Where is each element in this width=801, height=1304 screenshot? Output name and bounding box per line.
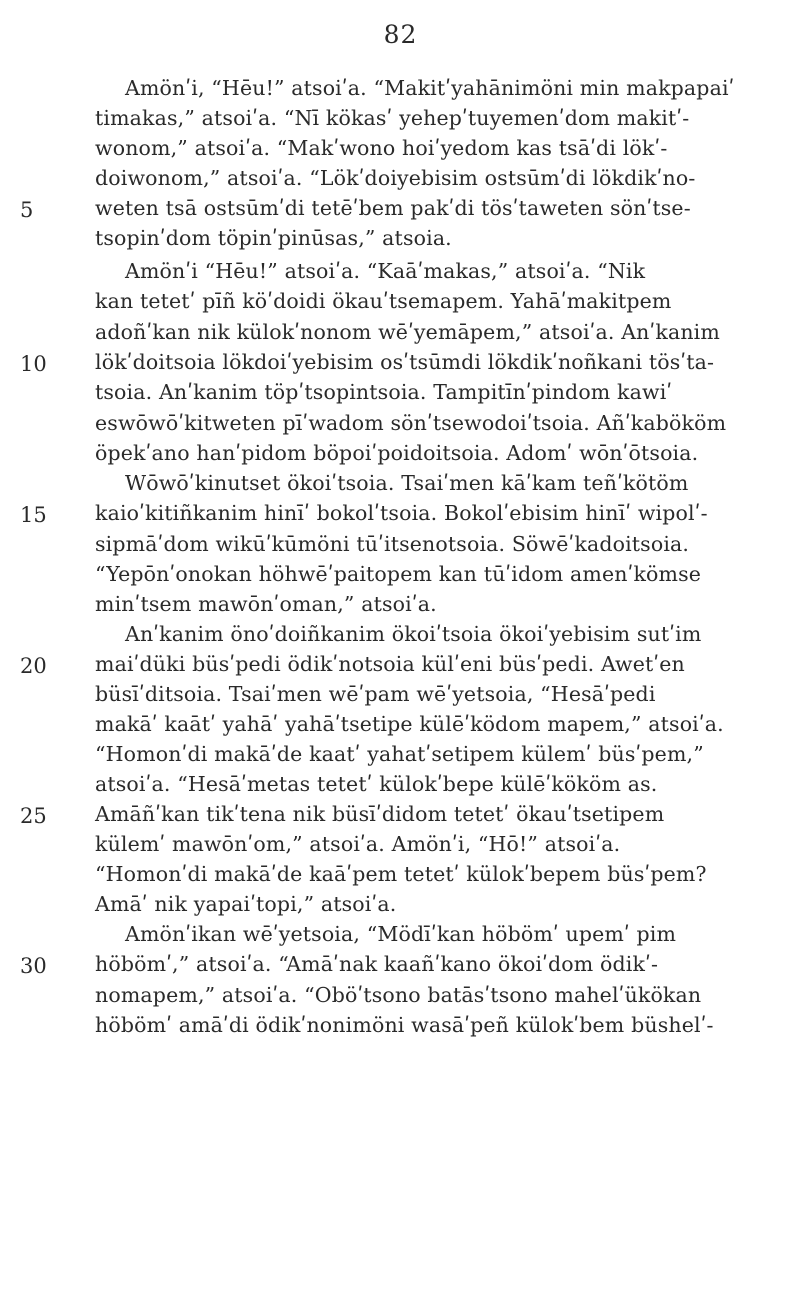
text-line: külemʹ mawōnʹom,” atsoiʹa. Amönʹi, “Hō!” atsoiʹa. [95, 832, 621, 856]
line-number: 30 [20, 954, 47, 979]
text-line: “Yepōnʹonokan höhwēʹpaitopem kan tūʹidom amenʹkömse [95, 561, 702, 586]
text-line: öpekʹano hanʹpidom böpoiʹpoidoitsoia. Adomʹ wōnʹōtsoia. [95, 440, 699, 465]
text-line: Amönʹikan wēʹyetsoia, “Mödīʹkan höbömʹ upemʹ pim [125, 922, 677, 946]
line-number: 20 [20, 654, 47, 678]
text-line: lökʹdoitsoia lökdoiʹyebisim osʹtsūmdi lökdikʹnoñkani tösʹta- [95, 349, 715, 374]
text-line: wonom,” atsoiʹa. “Makʹwono hoiʹyedom kas tsāʹdi lökʹ- [95, 136, 668, 160]
line-number: 25 [20, 804, 47, 828]
text-line: “Homonʹdi makāʹde kaāʹpem tetetʹ külokʹbepem büsʹpem? [95, 862, 707, 886]
line-number: 5 [20, 198, 34, 222]
text-line: Anʹkanim önoʹdoiñkanim ökoiʹtsoia ökoiʹyebisim sutʹim [125, 622, 702, 646]
text-line: höbömʹ,” atsoiʹa. “Amāʹnak kaañʹkano ökoiʹdom ödikʹ- [95, 952, 659, 977]
page-number: 82 [383, 20, 418, 49]
line-number: 10 [20, 351, 47, 376]
text-line: Amönʹi, “Hēu!” atsoiʹa. “Makitʹyahānimöni min makpapaiʹ [125, 76, 735, 100]
text-line: timakas,” atsoiʹa. “Nī kökasʹ yehepʹtuyemenʹdom makitʹ- [95, 106, 690, 130]
text-line: kaioʹkitiñkanim hinīʹ bokolʹtsoia. Bokolʹebisim hinīʹ wipolʹ- [95, 501, 708, 526]
text-line: atsoiʹa. “Hesāʹmetas tetetʹ külokʹbepe külēʹkököm as. [95, 772, 658, 796]
text-line: kan tetetʹ pīñ köʹdoidi ökauʹtsemapem. Yahāʹmakitpem [95, 289, 672, 314]
text-line: adoñʹkan nik külokʹnonom wēʹyemāpem,” atsoiʹa. Anʹkanim [95, 319, 720, 344]
text-line: maiʹdüki büsʹpedi ödikʹnotsoia külʹeni büsʹpedi. Awetʹen [95, 652, 685, 676]
text-line: makāʹ kaātʹ yahāʹ yahāʹtsetipe külēʹködom mapem,” atsoiʹa. [95, 712, 724, 736]
text-line: tsopinʹdom töpinʹpinūsas,” atsoia. [95, 226, 452, 250]
text-line: Amāñʹkan tikʹtena nik büsīʹdidom tetetʹ ökauʹtsetipem [95, 802, 665, 826]
text-line: “Homonʹdi makāʹde kaatʹ yahatʹsetipem külemʹ büsʹpem,” [95, 742, 704, 766]
text-line: minʹtsem mawōnʹoman,” atsoiʹa. [95, 592, 437, 617]
text-line: Amönʹi “Hēu!” atsoiʹa. “Kaāʹmakas,” atsoiʹa. “Nik [125, 259, 646, 283]
text-line: weten tsā ostsūmʹdi tetēʹbem pakʹdi tösʹtaweten sönʹtse- [95, 196, 691, 220]
text-line: Wōwōʹkinutset ökoiʹtsoia. Tsaiʹmen kāʹkam teñʹkötöm [125, 471, 689, 495]
text-line: Amāʹ nik yapaiʹtopi,” atsoiʹa. [95, 892, 397, 916]
text-line: höbömʹ amāʹdi ödikʹnonimöni wasāʹpeñ külokʹbem büshelʹ- [95, 1012, 714, 1037]
text-line: tsoia. Anʹkanim töpʹtsopintsoia. Tampitīnʹpindom kawiʹ [95, 380, 673, 405]
text-line: eswōwōʹkitweten pīʹwadom sönʹtsewodoiʹtsoia. Añʹkabököm [95, 410, 727, 435]
text-line: nomapem,” atsoiʹa. “Oböʹtsono batāsʹtsono mahelʹükökan [95, 982, 702, 1007]
text-line: büsīʹditsoia. Tsaiʹmen wēʹpam wēʹyetsoia, “Hesāʹpedi [95, 682, 656, 706]
text-line: sipmāʹdom wikūʹkūmöni tūʹitsenotsoia. Söwēʹkadoitsoia. [95, 531, 690, 556]
line-number: 15 [20, 503, 47, 528]
text-line: doiwonom,” atsoiʹa. “Lökʹdoiyebisim ostsūmʹdi lökdikʹno- [95, 166, 696, 190]
